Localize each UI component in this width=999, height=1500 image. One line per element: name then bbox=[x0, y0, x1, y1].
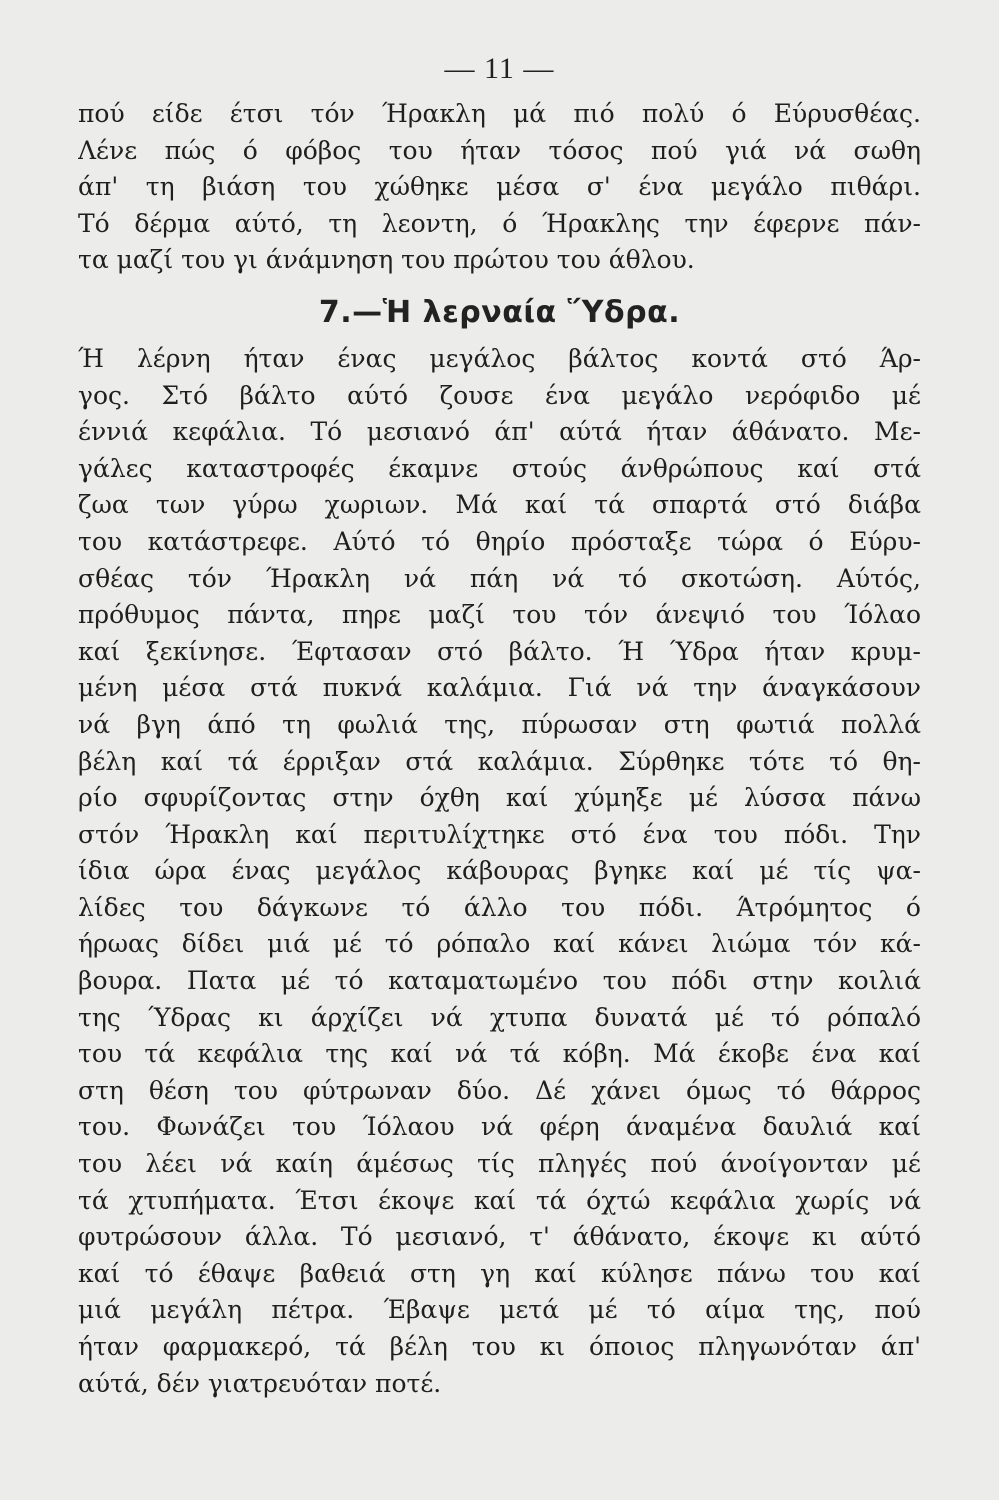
text-line: στόν Ήρακλη καί περιτυλίχτηκε στό ένα του πόδι. Την bbox=[78, 819, 921, 849]
text-line: ρίο σφυρίζοντας στην όχθη καί χύμηξε μέ λύσσα πάνω bbox=[78, 783, 921, 813]
text-line: του λέει νά καίη άμέσως τίς πληγές πού άνοίγονταν μέ bbox=[78, 1149, 921, 1179]
text-line: ήταν φαρμακερό, τά βέλη του κι όποιος πληγωνόταν άπ' bbox=[78, 1332, 921, 1361]
text-line: ήρωας δίδει μιά μέ τό ρόπαλο καί κάνει λιώμα τόν κά- bbox=[78, 929, 921, 959]
text-line: του κατάστρεφε. Αύτό τό θηρίο πρόσταξε τώρα ό Εύρυ- bbox=[78, 526, 921, 556]
text-line: Ή λέρνη ήταν ένας μεγάλος βάλτος κοντά στό Άρ- bbox=[78, 343, 921, 373]
text-line: αύτά, δέν γιατρευόταν ποτέ. bbox=[78, 1368, 442, 1398]
text-line: φυτρώσουν άλλα. Τό μεσιανό, τ' άθάνατο, έκοψε κι αύτό bbox=[78, 1222, 921, 1252]
text-line: τά χτυπήματα. Έτσι έκοψε καί τά όχτώ κεφάλια χωρίς νά bbox=[78, 1185, 921, 1215]
text-line: νά βγη άπό τη φωλιά της, πύρωσαν στη φωτιά πολλά bbox=[78, 709, 921, 739]
text-line: τα μαζί του γι άνάμνηση του πρώτου του άθλου. bbox=[78, 245, 695, 275]
text-line: μιά μεγάλη πέτρα. Έβαψε μετά μέ τό αίμα της, πού bbox=[78, 1295, 921, 1325]
text-line: Λένε πώς ό φόβος του ήταν τόσος πού γιά νά σωθη bbox=[78, 135, 921, 165]
text-line: μένη μέσα στά πυκνά καλάμια. Γιά νά την άναγκάσουν bbox=[78, 673, 921, 703]
text-line: γάλες καταστροφές έκαμνε στούς άνθρώπους καί στά bbox=[78, 453, 921, 483]
text-line: ίδια ώρα ένας μεγάλος κάβουρας βγηκε καί μέ τίς ψα- bbox=[78, 856, 921, 886]
text-line: στη θέση του φύτρωναν δύο. Δέ χάνει όμως τό θάρρος bbox=[78, 1075, 921, 1105]
text-line: του. Φωνάζει του Ίόλαου νά φέρη άναμένα δαυλιά καί bbox=[78, 1112, 921, 1142]
text-line: πρόθυμος πάντα, πηρε μαζί του τόν άνεψιό του Ίόλαο bbox=[78, 600, 921, 630]
text-line: καί ξεκίνησε. Έφτασαν στό βάλτο. Ή Ύδρα ήταν κρυμ- bbox=[78, 636, 921, 666]
page-number: — 11 — bbox=[444, 52, 555, 85]
text-line: Τό δέρμα αύτό, τη λεοντη, ό Ήρακλης την έφερνε πάν- bbox=[78, 208, 921, 238]
text-line: άπ' τη βιάση του χώθηκε μέσα σ' ένα μεγάλο πιθάρι. bbox=[78, 172, 921, 202]
text-line: έννιά κεφάλια. Τό μεσιανό άπ' αύτά ήταν άθάνατο. Με- bbox=[78, 417, 921, 447]
text-line: ζωα των γύρω χωριων. Μά καί τά σπαρτά στό διάβα bbox=[78, 490, 921, 520]
body-text bbox=[78, 96, 921, 1402]
text-line: σθέας τόν Ήρακλη νά πάη νά τό σκοτώση. Αύτός, bbox=[78, 563, 921, 593]
paragraph-herakles-lion-skin bbox=[78, 96, 921, 279]
text-line: καί τό έθαψε βαθειά στη γη καί κύλησε πάνω του καί bbox=[78, 1258, 921, 1288]
text-line: λίδες του δάγκωνε τό άλλο του πόδι. Άτρόμητος ό bbox=[78, 892, 921, 922]
text-line: βουρα. Πατα μέ τό καταματωμένο του πόδι στην κοιλιά bbox=[78, 966, 921, 996]
text-line: του τά κεφάλια της καί νά τά κόβη. Μά έκοβε ένα καί bbox=[78, 1039, 921, 1069]
paragraph-lernaean-hydra bbox=[78, 341, 921, 1402]
text-line: της Ύδρας κι άρχίζει νά χτυπα δυνατά μέ τό ρόπαλό bbox=[78, 1002, 921, 1032]
text-line: πού είδε έτσι τόν Ήρακλη μά πιό πολύ ό Εύρυσθέας. bbox=[78, 99, 921, 128]
text-line: βέλη καί τά έρριξαν στά καλάμια. Σύρθηκε τότε τό θη- bbox=[78, 746, 921, 776]
section-heading: 7.—Ἡ λερναία Ὕδρα. bbox=[318, 294, 681, 330]
text-line: γος. Στό βάλτο αύτό ζουσε ένα μεγάλο νερόφιδο μέ bbox=[78, 380, 921, 410]
